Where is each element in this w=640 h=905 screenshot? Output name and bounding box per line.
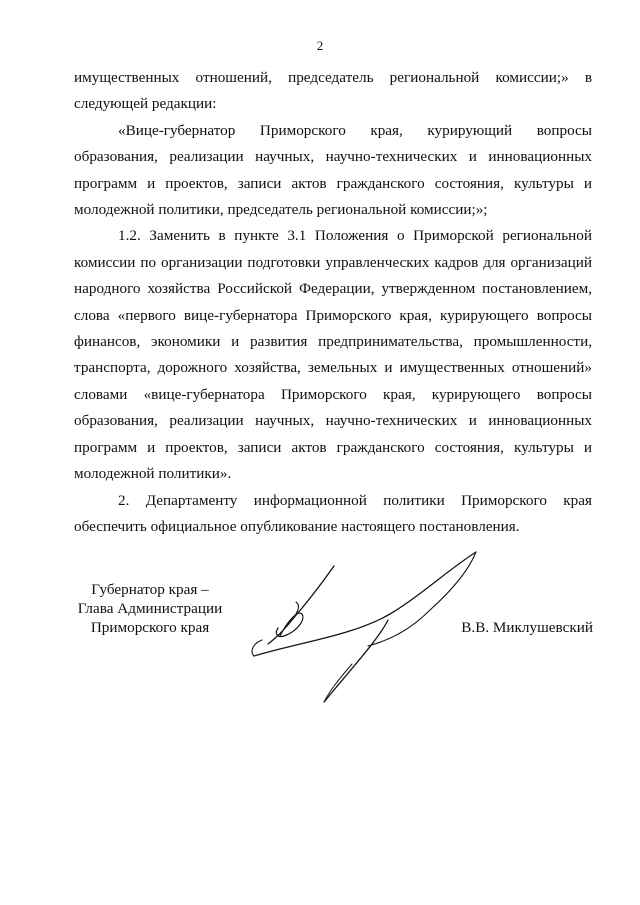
paragraph-item-2: 2. Департаменту информационной политики Приморского края обеспечить официальное опубликование настоящего постановления.: [74, 491, 592, 535]
signatory-title-line: Губернатор края –: [91, 581, 209, 598]
signatory-title-line: Приморского края: [90, 619, 210, 636]
page-number: 2: [316, 38, 324, 53]
handwritten-signature: [240, 540, 490, 710]
signer-name: В.В. Миклушевский: [461, 619, 593, 636]
paragraph-quote: «Вице-губернатор Приморского края, курирующий вопросы образования, реализации научных, научно-технических и инновационных программ и проектов, записи актов гражданского состояния, культуры и молодежной политики, председатель региональной комиссии;»;: [74, 121, 592, 219]
paragraph-item-1-2: 1.2. Заменить в пункте 3.1 Положения о Приморской региональной комиссии по организации подготовки управленческих кадров для организаций народного хозяйства Российской Федерации, утвержденном постановлением, слова «первого вице-губернатора Приморского края, курирующего вопросы финансов, экономики и развития предпринимательства, промышленности, транспорта, дорожного хозяйства, земельных и имущественных отношений» словами «вице-губернатора Приморского края, курирующего вопросы образования, реализации научных, научно-технических и инновационных программ и проектов, записи актов гражданского состояния, культуры и молодежной политики».: [74, 227, 592, 483]
paragraph-continuation: имущественных отношений, председатель региональной комиссии;» в следующей редакции:: [74, 69, 592, 113]
document-body: [74, 65, 592, 540]
signatory-title-line: Глава Администрации: [77, 600, 223, 617]
signatory-title: [74, 580, 226, 637]
